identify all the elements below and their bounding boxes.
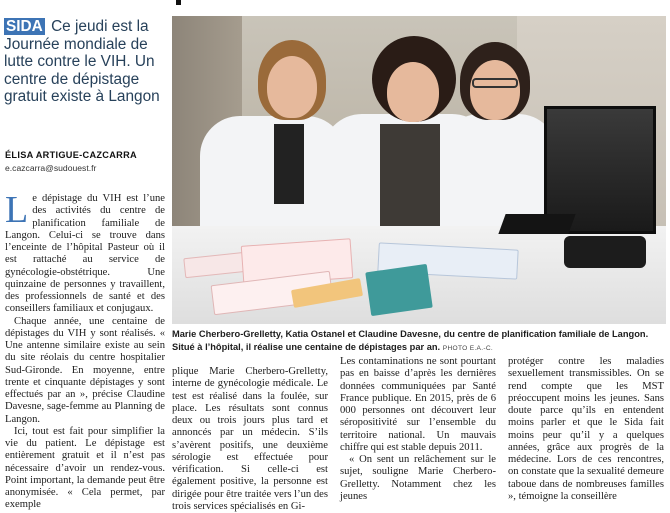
paragraph-free-testing: Ici, tout est fait pour simplifier la vie du patient. Le dépistage est entièrement gratuit et il n’est pas nécessaire d’avoir un rendez-vous. Point important, la demande peut être anonymisée. « Cela permet, par exemple xyxy=(5,425,165,511)
top-mark xyxy=(176,0,181,5)
dark-shirt xyxy=(274,124,304,204)
photo-caption xyxy=(172,328,666,355)
paragraph-procedure: plique Marie Cherbero-Grelletty, interne de gynécologie médicale. Le test est réalisé dans la foulée, sur place. Les résultats sont connus deux ou trois jours plus tard et annoncés par un médecin. S’ils s’avèrent positifs, une deuxième sérologie est effectuée pour vérification. Si celle-ci est également positive, la personne est dirigée pour être traitée vers l’un des trois services spécialisés en Gi- xyxy=(172,366,328,512)
article-column-2 xyxy=(172,366,328,513)
paragraph-quote: « On sent un relâchement sur le sujet, souligne Marie Cherbero-Grelletty. Notamment chez les jeunes xyxy=(340,454,496,502)
byline xyxy=(5,150,165,173)
article-column-4 xyxy=(508,356,664,503)
article-photo xyxy=(172,16,666,324)
leaflet xyxy=(365,264,433,316)
headline-text: Ce jeudi est la Journée mondiale de lutte contre le VIH. Un centre de dépistage gratuit existe à Langon xyxy=(4,18,160,106)
drop-cap: L xyxy=(5,189,29,231)
article-headline xyxy=(4,18,164,106)
paragraph-intro xyxy=(5,189,165,316)
glasses-icon xyxy=(472,78,518,88)
paragraph-youth: protéger contre les maladies sexuellement transmissibles. On se rend compte que les MST préoccupent moins les jeunes. Sans doute parce qu’ils en entendent moins parler et que le Sida fait moins peur qu’il y a quelques années, grâce aux progrès de la médecine. Lors de ces rencontres, on constate que la sexualité demeure taboue dans de nombreuses familles », témoigne la conseillère xyxy=(508,356,664,502)
paragraph-intro-text: e dépistage du VIH est l’une des activités du centre de planification familiale de Langon. Celui-ci se trouve dans l’enceinte de l’hôpital Pasteur où il est rattaché au service de gynécologie-obstétrique. Une quinzaine de personnes y travaillent, des professionnels de santé et des conseillers familiaux et conjugaux. xyxy=(5,193,165,315)
desk-phone xyxy=(564,236,646,268)
author-email[interactable]: e.cazcarra@sudouest.fr xyxy=(5,163,97,173)
face xyxy=(470,60,520,120)
paragraph-statistics: Les contaminations ne sont pourtant pas en baisse d’après les dernières données communiquées par Santé France publique. En 2015, près de 6 000 personnes ont découvert leur séropositivité sur l’ensemble du territoire national. Un mauvais chiffre qui est stable depuis 2011. xyxy=(340,356,496,453)
face xyxy=(267,56,317,118)
topic-tag: SIDA xyxy=(6,18,43,35)
face xyxy=(387,62,439,122)
photo-credit: PHOTO E.A.-C. xyxy=(442,345,494,352)
paragraph-annual-tests: Chaque année, une centaine de dépistages du VIH y sont réalisés. « Une antenne similaire existe au sein du site réolais du centre hospitalier Sud-Gironde. En moyenne, entre trente et cinquante dépistages y sont effectués par an », précise Claudine Davesne, sage-femme au Planning de Langon. xyxy=(5,315,165,425)
caption-text: Marie Cherbero-Grelletty, Katia Ostanel et Claudine Davesne, du centre de planification familiale de Langon. Situé à l’hôpital, il réalise une centaine de dépistages par an. xyxy=(172,329,649,352)
top-rule xyxy=(0,0,670,4)
article-column-3 xyxy=(340,356,496,503)
author-name: ÉLISA ARTIGUE-CAZCARRA xyxy=(5,150,137,160)
article-column-1 xyxy=(5,189,165,512)
dark-top xyxy=(380,124,440,234)
keyboard xyxy=(498,214,575,234)
